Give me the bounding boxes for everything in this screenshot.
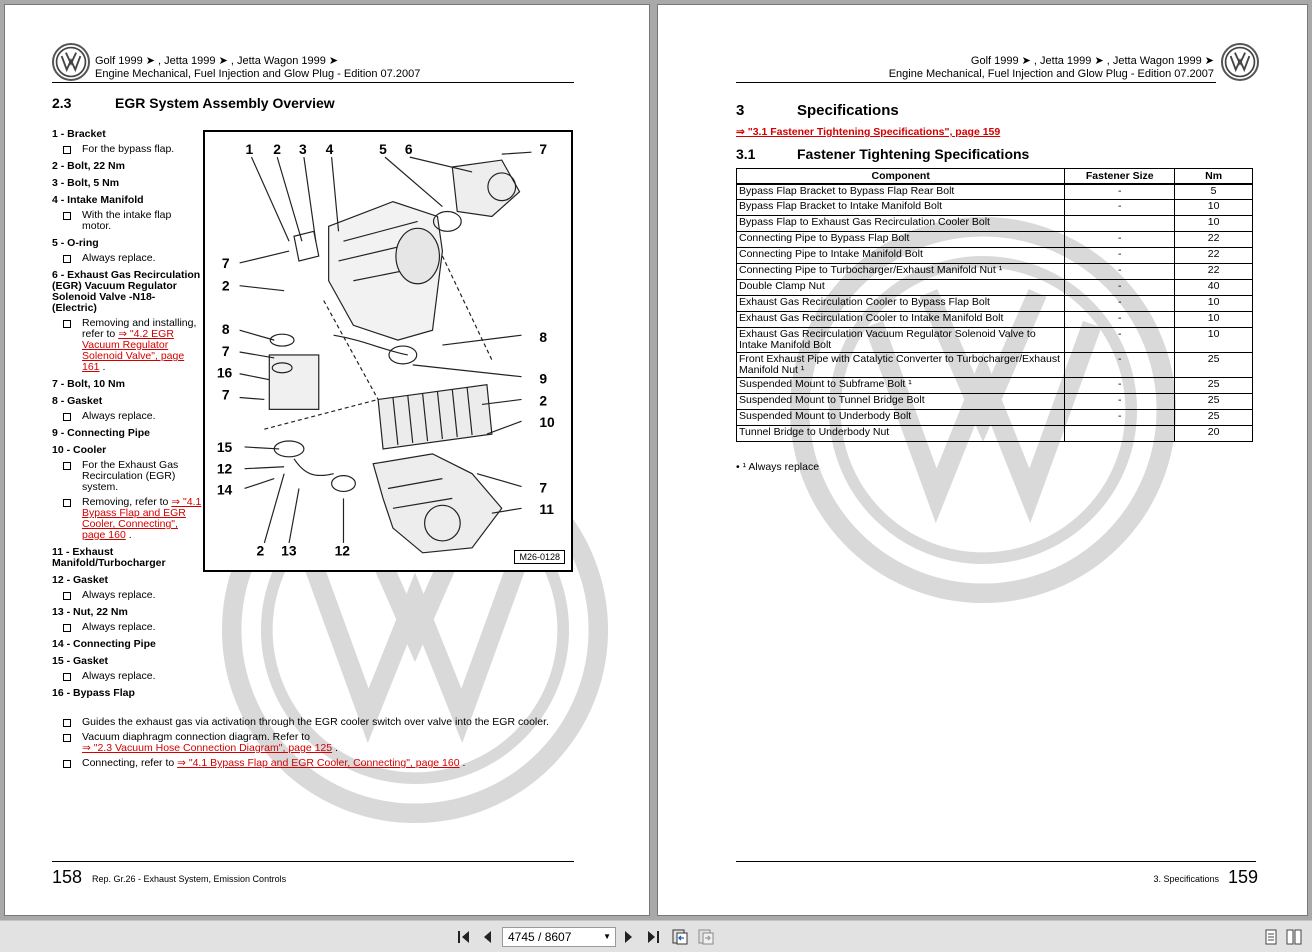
cell-nm: 10 [1175, 312, 1253, 328]
cell-component: Suspended Mount to Underbody Bolt [737, 410, 1065, 426]
header-edition: Engine Mechanical, Fuel Injection and Glow Plug - Edition 07.2007 [888, 68, 1214, 80]
callout: 7 [539, 479, 548, 496]
cell-component: Double Clamp Nut [737, 280, 1065, 296]
callout: 8 [539, 329, 548, 346]
cell-nm: 22 [1175, 232, 1253, 248]
callout: 2 [539, 392, 548, 409]
cell-nm: 25 [1175, 353, 1253, 378]
link-bypass-connecting[interactable]: ⇒ "4.1 Bypass Flap and EGR Cooler, Connecting", page 160 [177, 757, 460, 769]
table-row [737, 296, 1253, 312]
cell-size: - [1065, 296, 1175, 312]
cell-component: Suspended Mount to Tunnel Bridge Bolt [737, 394, 1065, 410]
go-back-icon [671, 928, 689, 946]
single-page-icon [1262, 928, 1280, 946]
legend-item-16: 16 - Bypass Flap [52, 687, 135, 699]
legend-item-7: 7 - Bolt, 10 Nm [52, 378, 125, 390]
col-component: Component [737, 169, 1065, 184]
first-page-button[interactable] [455, 928, 473, 946]
previous-page-button[interactable] [478, 928, 496, 946]
cell-component: Bypass Flap to Exhaust Gas Recirculation Cooler Bolt [737, 216, 1065, 232]
callout: 8 [221, 321, 230, 338]
table-row [737, 353, 1253, 378]
cell-nm: 10 [1175, 328, 1253, 353]
footer-chapter: 3. Specifications [1153, 874, 1219, 884]
cell-size: - [1065, 353, 1175, 378]
last-page-icon [644, 928, 662, 946]
callout: 5 [379, 141, 387, 158]
legend-item-2: 2 - Bolt, 22 Nm [52, 160, 125, 172]
section-number: 3 [736, 102, 745, 119]
cell-size: - [1065, 312, 1175, 328]
cell-nm: 25 [1175, 394, 1253, 410]
page-indicator: 4745 / 8607 [508, 930, 572, 944]
link-vacuum-diagram[interactable]: ⇒ "2.3 Vacuum Hose Connection Diagram", page 125 [82, 742, 333, 754]
callout: 7 [221, 254, 230, 271]
callout: 2 [221, 277, 230, 294]
legend-bullet: For the Exhaust Gas Recirculation (EGR) system. [52, 460, 202, 493]
cell-size: - [1065, 200, 1175, 216]
chevron-down-icon[interactable]: ▼ [603, 932, 611, 941]
legend-bullet [52, 497, 202, 541]
table-row [737, 378, 1253, 394]
callout: 13 [281, 542, 297, 559]
legend-item-6: 6 - Exhaust Gas Recirculation (EGR) Vacuum Regulator Solenoid Valve -N18- (Electric) [52, 269, 201, 314]
callout: 11 [539, 501, 554, 518]
callout: 15 [216, 438, 233, 455]
legend-bullet: For the bypass flap. [52, 144, 202, 155]
legend-item-5: 5 - O-ring [52, 237, 99, 249]
cell-size: - [1065, 264, 1175, 280]
callout: 12 [334, 542, 350, 559]
cell-component: Exhaust Gas Recirculation Cooler to Intake Manifold Bolt [737, 312, 1065, 328]
first-page-icon [455, 928, 473, 946]
legend-item-12: 12 - Gasket [52, 574, 109, 586]
cell-size: - [1065, 378, 1175, 394]
bullet-text: Removing and installing, refer to [82, 317, 197, 340]
cell-component: Suspended Mount to Subframe Bolt ¹ [737, 378, 1065, 394]
cell-size: - [1065, 394, 1175, 410]
cell-component: Exhaust Gas Recirculation Cooler to Bypass Flap Bolt [737, 296, 1065, 312]
cell-nm: 10 [1175, 296, 1253, 312]
table-row [737, 216, 1253, 232]
cell-nm: 25 [1175, 410, 1253, 426]
cell-size: - [1065, 280, 1175, 296]
legend-bullet: Always replace. [52, 671, 202, 682]
cell-component: Connecting Pipe to Bypass Flap Bolt [737, 232, 1065, 248]
table-header-row [737, 169, 1253, 184]
legend-bullet: Always replace. [52, 590, 202, 601]
callout: 7 [221, 386, 230, 403]
vw-logo [1221, 43, 1259, 81]
next-page-button[interactable] [620, 928, 638, 946]
callout: 16 [216, 364, 233, 381]
previous-page-icon [478, 928, 496, 946]
link-suffix: . [462, 757, 466, 769]
legend-item-1: 1 - Bracket [52, 128, 106, 140]
cell-component: Tunnel Bridge to Underbody Nut [737, 426, 1065, 442]
section-title: EGR System Assembly Overview [115, 95, 335, 111]
callout: 2 [273, 141, 281, 158]
header-edition: Engine Mechanical, Fuel Injection and Glow Plug - Edition 07.2007 [95, 68, 421, 80]
cell-size: - [1065, 184, 1175, 200]
parts-legend [52, 129, 202, 699]
section-title: Specifications [797, 102, 899, 119]
cell-component: Front Exhaust Pipe with Catalytic Converter to Turbocharger/Exhaust Manifold Nut ¹ [737, 353, 1065, 378]
legend-item-10: 10 - Cooler [52, 444, 107, 456]
col-fastener-size: Fastener Size [1065, 169, 1175, 184]
legend-item-15: 15 - Gasket [52, 655, 109, 667]
table-row [737, 426, 1253, 442]
header-rule [52, 82, 574, 83]
cell-nm: 20 [1175, 426, 1253, 442]
subsection-title: Fastener Tightening Specifications [797, 146, 1030, 162]
legend-item-4: 4 - Intake Manifold [52, 194, 144, 206]
vw-logo [52, 43, 90, 81]
cell-nm: 40 [1175, 280, 1253, 296]
footer-rule [736, 861, 1256, 862]
page-number-input[interactable] [502, 927, 616, 947]
table-row [737, 232, 1253, 248]
link-bypass-flap[interactable]: ⇒ "4.1 Bypass Flap and EGR Cooler, Connecting", page 160 [82, 496, 202, 541]
col-nm: Nm [1175, 169, 1253, 184]
legend-item-3: 3 - Bolt, 5 Nm [52, 177, 120, 189]
cell-nm: 22 [1175, 248, 1253, 264]
page-number: 159 [1228, 867, 1259, 887]
callout: 2 [256, 542, 265, 559]
table-footnote: • ¹ Always replace [736, 461, 820, 473]
cell-size [1065, 426, 1175, 442]
callout: 1 [245, 141, 254, 158]
table-row [737, 184, 1253, 200]
cell-component: Exhaust Gas Recirculation Vacuum Regulator Solenoid Valve to Intake Manifold Bolt [737, 328, 1065, 353]
link-suffix: . [335, 742, 338, 754]
page-158 [4, 4, 650, 916]
bullet-text: Removing, refer to [82, 496, 169, 508]
legend-item-11: 11 - Exhaust Manifold/Turbocharger [52, 546, 166, 569]
cell-component: Connecting Pipe to Intake Manifold Bolt [737, 248, 1065, 264]
two-page-icon [1285, 928, 1303, 946]
legend-bullet: Guides the exhaust gas via activation through the EGR cooler switch over valve into the EGR cooler. [52, 717, 612, 728]
footer-chapter: Rep. Gr.26 - Exhaust System, Emission Controls [92, 874, 287, 884]
cell-component: Bypass Flap Bracket to Bypass Flap Rear Bolt [737, 184, 1065, 200]
table-row [737, 280, 1253, 296]
single-page-view-button[interactable] [1262, 928, 1280, 946]
callout: 14 [216, 481, 233, 498]
table-row [737, 328, 1253, 353]
egr-assembly-figure [203, 130, 573, 572]
go-back-button[interactable] [671, 928, 689, 946]
viewer-toolbar [0, 920, 1312, 952]
legend-item-13: 13 - Nut, 22 Nm [52, 606, 128, 618]
cell-nm: 22 [1175, 264, 1253, 280]
link-fastener-specs[interactable]: ⇒ "3.1 Fastener Tightening Specifications", page 159 [736, 126, 1001, 138]
cell-nm: 10 [1175, 200, 1253, 216]
link-suffix: . [128, 529, 132, 541]
callout: 12 [216, 460, 233, 477]
bullet-text: Vacuum diaphragm connection diagram. Refer to [82, 731, 311, 743]
page-number: 158 [52, 867, 83, 887]
table-row [737, 312, 1253, 328]
cell-size [1065, 216, 1175, 232]
cell-component: Connecting Pipe to Turbocharger/Exhaust Manifold Nut ¹ [737, 264, 1065, 280]
bullet-text: Connecting, refer to [82, 757, 175, 769]
cell-component: Bypass Flap Bracket to Intake Manifold Bolt [737, 200, 1065, 216]
section-number: 2.3 [52, 95, 72, 111]
legend-bullet: Always replace. [52, 622, 202, 633]
cell-size: - [1065, 232, 1175, 248]
go-forward-icon [697, 928, 715, 946]
footer-rule [52, 861, 574, 862]
cell-size: - [1065, 410, 1175, 426]
legend-bullet [52, 758, 612, 769]
cell-size: - [1065, 248, 1175, 264]
two-page-view-button[interactable] [1285, 928, 1303, 946]
header-rule [736, 82, 1216, 83]
cell-size: - [1065, 328, 1175, 353]
fastener-spec-table [736, 168, 1253, 442]
table-row [737, 410, 1253, 426]
bypass-flap-notes [52, 713, 612, 769]
link-suffix: . [102, 361, 106, 373]
legend-bullet [52, 318, 202, 373]
next-page-icon [620, 928, 638, 946]
callout: 9 [539, 370, 548, 387]
table-row [737, 394, 1253, 410]
header-models: Golf 1999 ➤ , Jetta 1999 ➤ , Jetta Wagon 1999 ➤ [95, 55, 339, 67]
callout: 7 [539, 141, 548, 158]
subsection-number: 3.1 [736, 146, 756, 162]
callout: 4 [325, 141, 334, 158]
page-159 [657, 4, 1308, 916]
link-egr-valve[interactable]: ⇒ "4.2 EGR Vacuum Regulator Solenoid Valve", page 161 [82, 328, 185, 373]
legend-item-14: 14 - Connecting Pipe [52, 638, 156, 650]
table-row [737, 264, 1253, 280]
callout: 6 [404, 141, 413, 158]
callout: 3 [298, 141, 307, 158]
table-row [737, 200, 1253, 216]
legend-bullet: With the intake flap motor. [52, 210, 202, 232]
header-models: Golf 1999 ➤ , Jetta 1999 ➤ , Jetta Wagon 1999 ➤ [970, 55, 1214, 67]
last-page-button[interactable] [644, 928, 662, 946]
figure-callouts [205, 132, 571, 570]
cell-nm: 10 [1175, 216, 1253, 232]
cell-nm: 25 [1175, 378, 1253, 394]
legend-bullet [52, 732, 612, 754]
callout: 10 [539, 414, 555, 431]
legend-item-9: 9 - Connecting Pipe [52, 427, 151, 439]
legend-item-8: 8 - Gasket [52, 395, 103, 407]
figure-code: M26-0128 [514, 550, 565, 564]
legend-bullet: Always replace. [52, 253, 202, 264]
legend-bullet: Always replace. [52, 411, 202, 422]
callout: 7 [221, 342, 230, 359]
cell-nm: 5 [1175, 184, 1253, 200]
table-row [737, 248, 1253, 264]
go-forward-button[interactable] [697, 928, 715, 946]
